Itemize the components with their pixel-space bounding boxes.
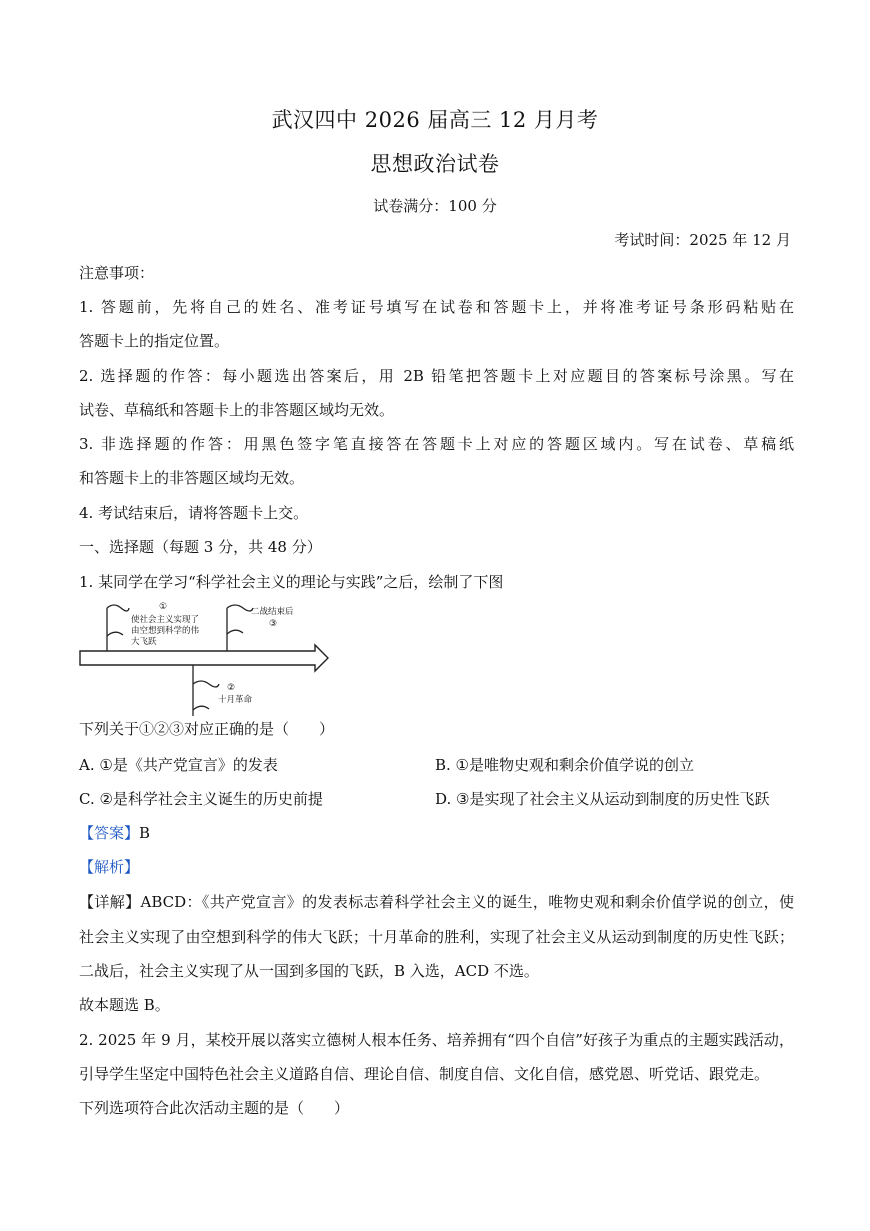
notice-line: 3. 非选择题的作答：用黑色签字笔直接答在答题卡上对应的答题区域内。写在试卷、草稿纸 xyxy=(79,435,794,453)
q2-question: 下列选项符合此次活动主题的是（ ） xyxy=(79,1099,350,1117)
q1-answer xyxy=(79,823,794,843)
notice-line: 4. 考试结束后，请将答题卡上交。 xyxy=(79,504,309,522)
detail-line xyxy=(79,892,794,912)
flag1-number: ① xyxy=(158,602,168,612)
q1-question: 下列关于①②③对应正确的是（ ） xyxy=(79,720,335,738)
flag1-text: 使社会主义实现了 xyxy=(131,615,200,625)
notice-line: 试卷、草稿纸和答题卡上的非答题区域均无效。 xyxy=(79,401,395,419)
answer-tag: 【答案】 xyxy=(79,824,140,842)
notice-line: 和答题卡上的非答题区域均无效。 xyxy=(79,469,305,487)
detail-line: 二战后，社会主义实现了从一国到多国的飞跃，B 入选，ACD 不选。 xyxy=(79,962,539,980)
flag1-text: 由空想到科学的伟 xyxy=(131,626,200,636)
q1-stem: 1. 某同学在学习“科学社会主义的理论与实践”之后，绘制了下图 xyxy=(79,573,504,591)
answer-value: B xyxy=(139,824,151,842)
detail-line: 故本题选 B。 xyxy=(79,996,170,1014)
q2-line: 2. 2025 年 9 月，某校开展以落实立德树人根本任务、培养拥有“四个自信”好孩子为重点的主题实践活动， xyxy=(79,1031,794,1049)
flag1-text: 大飞跃 xyxy=(131,637,157,647)
exam-time: 考试时间：2025 年 12 月 xyxy=(614,231,791,249)
analysis-tag: 【解析】 xyxy=(79,858,140,876)
section-heading: 一、选择题（每题 3 分，共 48 分） xyxy=(79,538,322,556)
flag2-text: 十月革命 xyxy=(218,695,253,705)
notice-heading: 注意事项： xyxy=(79,264,155,282)
timeline-arrow xyxy=(80,645,328,671)
flag2-number: ② xyxy=(227,683,236,693)
flag1-wave xyxy=(107,605,129,611)
q1-option-b: B. ①是唯物史观和剩余价值学说的创立 xyxy=(435,756,695,774)
q1-option-d: D. ③是实现了社会主义从运动到制度的历史性飞跃 xyxy=(435,790,770,808)
q1-option-c: C. ②是科学社会主义诞生的历史前提 xyxy=(79,790,323,808)
full-score: 试卷满分：100 分 xyxy=(373,197,497,215)
flag3-number: ③ xyxy=(269,619,278,629)
exam-subject: 思想政治试卷 xyxy=(370,152,500,176)
detail-text: ABCD：《共产党宣言》的发表标志着科学社会主义的诞生，唯物史观和剩余价值学说的创立，使 xyxy=(140,893,794,911)
exam-title: 武汉四中 2026 届高三 12 月月考 xyxy=(271,108,599,132)
detail-line: 社会主义实现了由空想到科学的伟大飞跃；十月革命的胜利，实现了社会主义从运动到制度的历史性飞跃； xyxy=(79,928,794,946)
flag3-text: 二战结束后 xyxy=(251,607,294,617)
q2-line: 引导学生坚定中国特色社会主义道路自信、理论自信、制度自信、文化自信，感党恩、听党话、跟党走。 xyxy=(79,1065,770,1083)
notice-line: 答题卡上的指定位置。 xyxy=(79,332,230,350)
notice-line: 1. 答题前，先将自己的姓名、准考证号填写在试卷和答题卡上，并将准考证号条形码粘贴在 xyxy=(79,298,794,316)
q1-option-a: A. ①是《共产党宣言》的发表 xyxy=(79,756,278,774)
timeline-figure xyxy=(79,598,339,718)
notice-line: 2. 选择题的作答：每小题选出答案后，用 2B 铅笔把答题卡上对应题目的答案标号涂黑。写在 xyxy=(79,367,794,385)
detail-tag: 【详解】 xyxy=(79,893,141,911)
